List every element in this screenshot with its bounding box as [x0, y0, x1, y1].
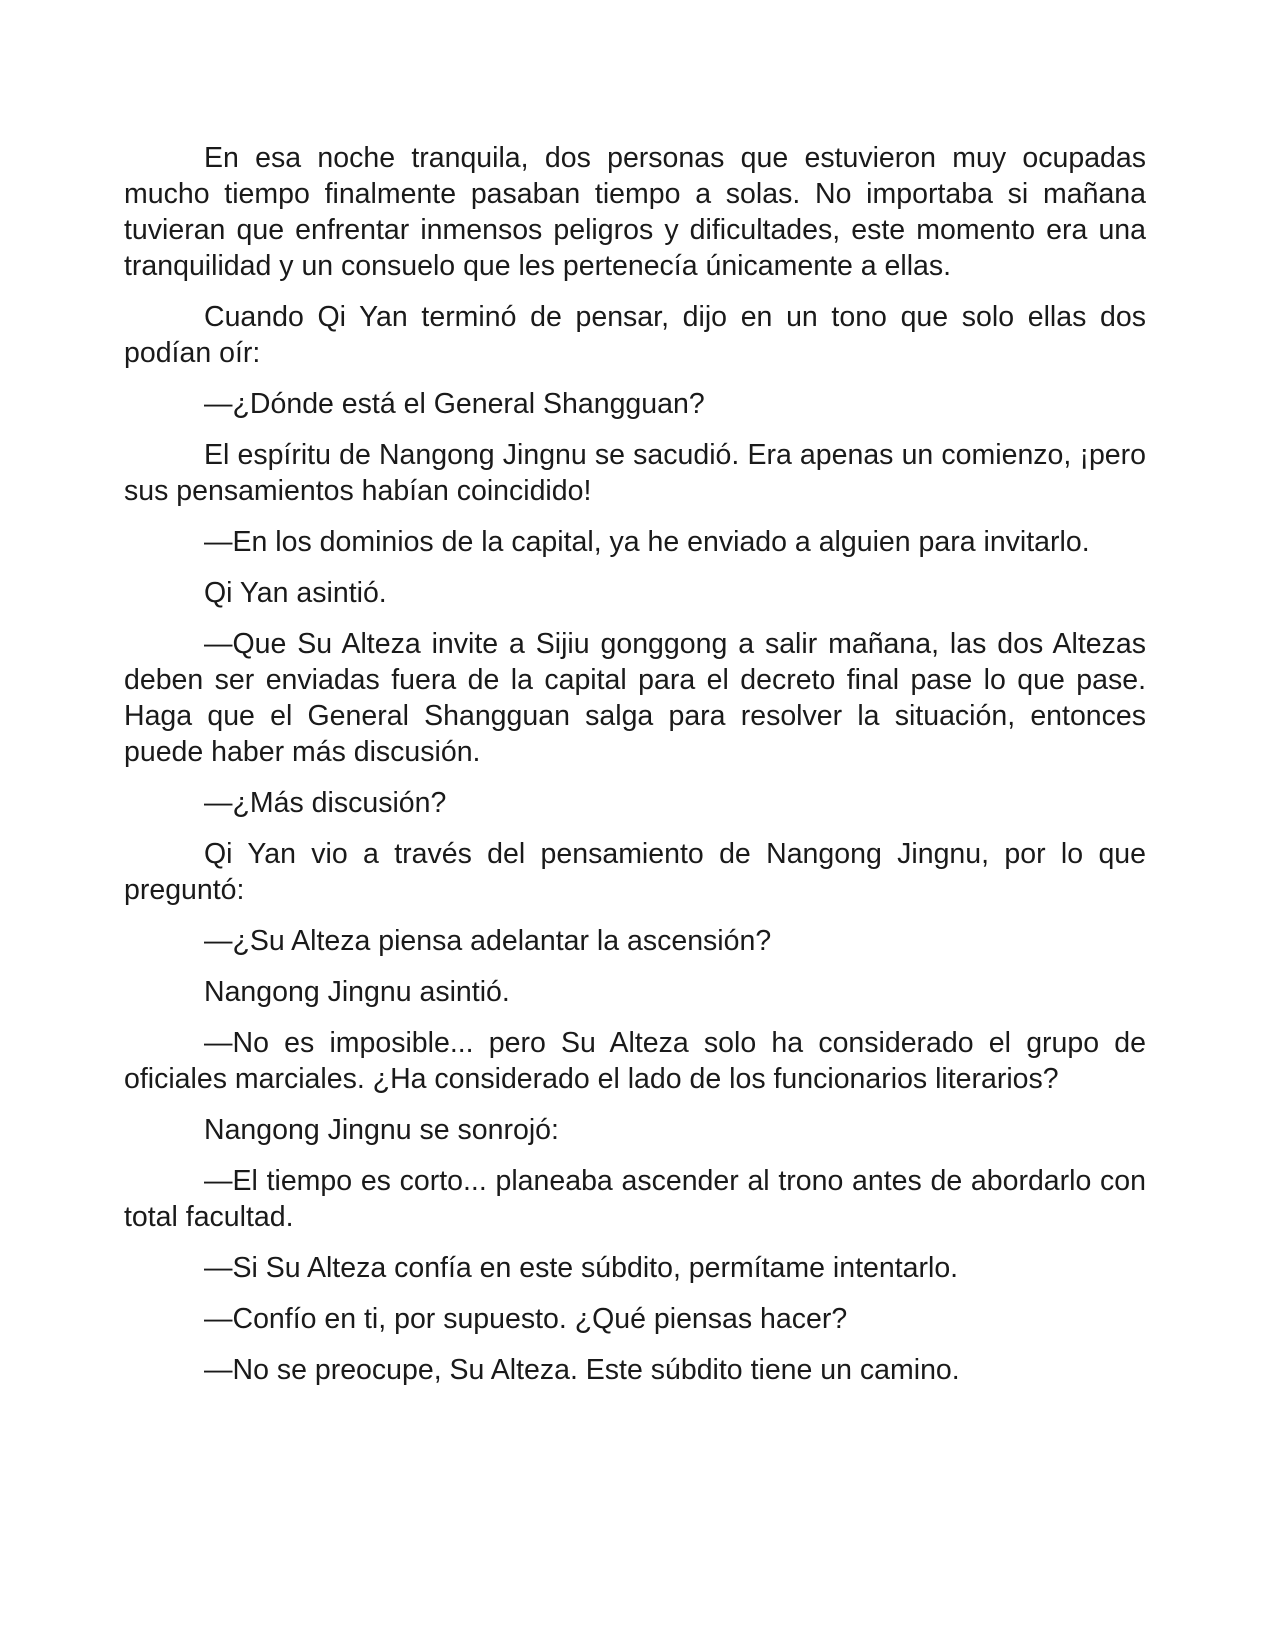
paragraph-13: Nangong Jingnu se sonrojó: [204, 1114, 559, 1146]
paragraph-2: Cuando Qi Yan terminó de pensar, dijo en un tono que solo ellas dos podían oír: [124, 301, 1146, 369]
paragraph-6: Qi Yan asintió. [204, 577, 387, 609]
paragraph-7: —Que Su Alteza invite a Sijiu gonggong a salir mañana, las dos Altezas deben ser enviadas fuera de la capital para el decreto final pase lo que pase. Haga que el General Shangguan salga para resolver la situación, entonces puede haber más discusión. [124, 628, 1146, 768]
paragraph-14: —El tiempo es corto... planeaba ascender al trono antes de abordarlo con total facultad. [124, 1165, 1146, 1233]
paragraph-4: El espíritu de Nangong Jingnu se sacudió. Era apenas un comienzo, ¡pero sus pensamientos habían coincidido! [124, 439, 1146, 507]
paragraph-17: —No se preocupe, Su Alteza. Este súbdito tiene un camino. [204, 1354, 960, 1386]
paragraph-5: —En los dominios de la capital, ya he enviado a alguien para invitarlo. [204, 526, 1090, 558]
paragraph-10: —¿Su Alteza piensa adelantar la ascensión? [204, 925, 772, 957]
paragraph-8: —¿Más discusión? [204, 787, 447, 819]
paragraph-15: —Si Su Alteza confía en este súbdito, permítame intentarlo. [204, 1252, 959, 1284]
paragraph-1: En esa noche tranquila, dos personas que estuvieron muy ocupadas mucho tiempo finalmente pasaban tiempo a solas. No importaba si mañana tuvieran que enfrentar inmensos peligros y dificultades, este momento era una tranquilidad y un consuelo que les pertenecía únicamente a ellas. [124, 142, 1146, 282]
paragraph-12: —No es imposible... pero Su Alteza solo ha considerado el grupo de oficiales marciales. ¿Ha considerado el lado de los funcionarios literarios? [124, 1027, 1146, 1095]
paragraph-11: Nangong Jingnu asintió. [204, 976, 510, 1008]
paragraph-9: Qi Yan vio a través del pensamiento de Nangong Jingnu, por lo que preguntó: [124, 838, 1146, 906]
document-page [124, 140, 1146, 1388]
paragraph-3: —¿Dónde está el General Shangguan? [204, 388, 705, 420]
paragraph-16: —Confío en ti, por supuesto. ¿Qué piensas hacer? [204, 1303, 848, 1335]
